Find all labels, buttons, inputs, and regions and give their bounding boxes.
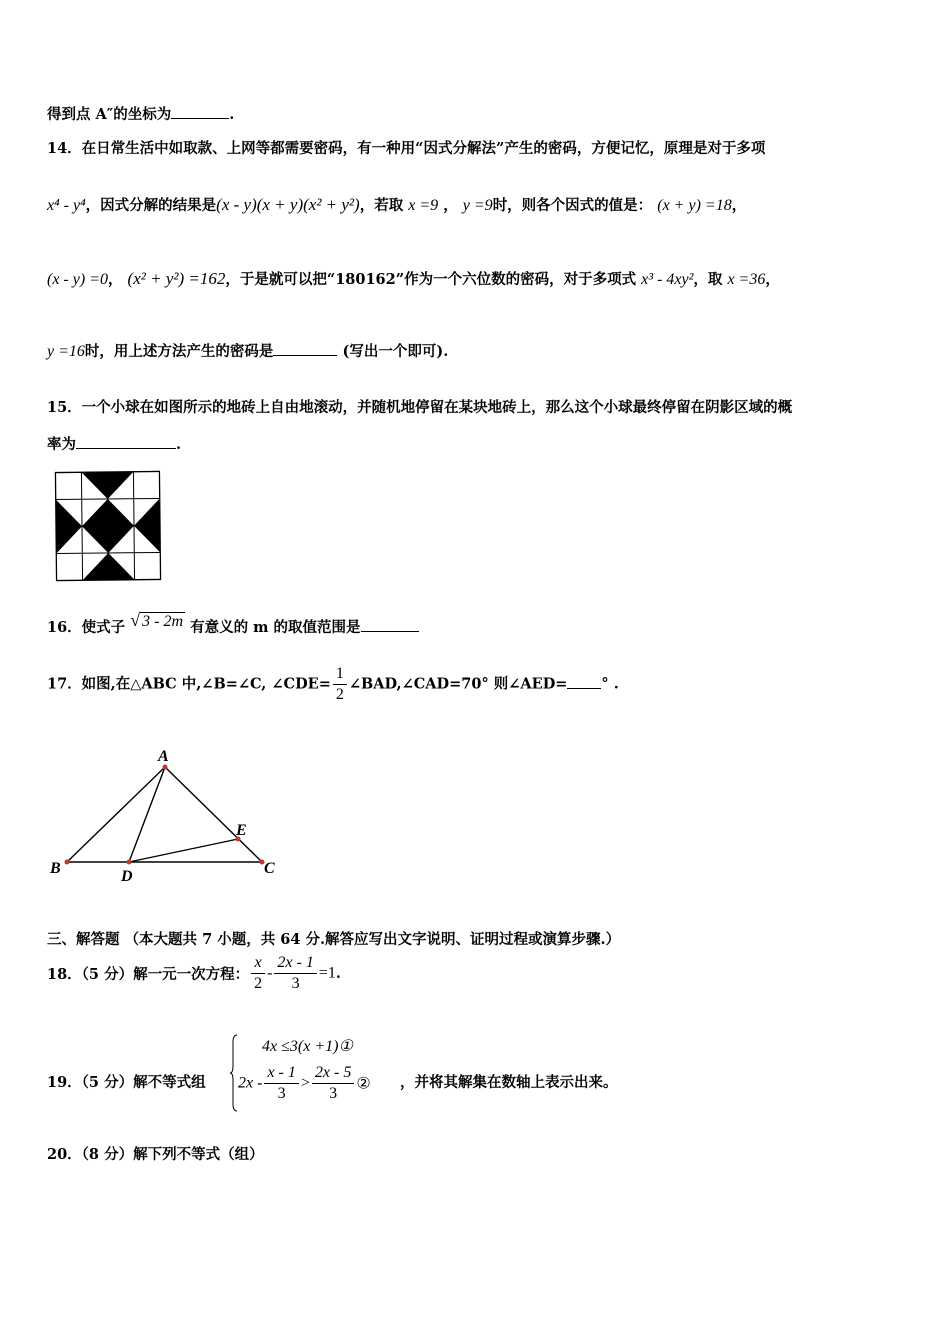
q19-f2-den: 3: [329, 1085, 338, 1102]
q18-f1-num: x: [251, 953, 265, 974]
q15-text: 率为: [47, 436, 76, 453]
q19-frac-1: [264, 1063, 298, 1104]
q16-suffix: 有意义的 m 的取值范围是: [190, 619, 361, 636]
q14-expr-squares: (x² + y²) =162: [127, 269, 226, 288]
q17-fraction: [333, 664, 347, 705]
q18-end: .: [335, 965, 341, 982]
q16-line: [47, 610, 419, 637]
q18-f2-num: 2x - 1: [274, 953, 316, 974]
q19-f2-num: 2x - 5: [312, 1063, 354, 1084]
point-b: [65, 860, 70, 865]
q14-text6: 时，用上述方法产生的密码是: [84, 343, 274, 360]
q17-line: 17．如图,在△ABC 中,∠B=∠C, ∠CDE= $\frac{1}{2}$ ∠BAD,∠CAD=70° 则∠AED= ° .: [47, 665, 619, 703]
tile-figure: [52, 468, 164, 584]
q14-expr-poly: x³ - 4xy²: [641, 271, 694, 288]
q17-suffix: ∠BAD,∠CAD=70° 则∠AED=: [348, 675, 568, 693]
point-d: [127, 860, 132, 865]
sqrt-radicand: 3 - 2m: [142, 613, 184, 630]
q19-row2-a: 2x -: [238, 1074, 263, 1092]
point-a: [163, 765, 168, 770]
sqrt-expression: √ 3 - 2m: [130, 610, 184, 630]
q18-rhs: =1: [318, 964, 336, 982]
q14-expr-diff: (x - y) =0: [47, 271, 108, 288]
q14-expr-sum: (x + y) =18: [657, 197, 732, 214]
label-e: E: [236, 822, 247, 839]
q19-row-2: [238, 1063, 371, 1104]
q17-answer-blank[interactable]: [567, 676, 601, 689]
q14-line3: (x - y) =0， (x² + y²) =162，于是就可以把“180162”作为一个六位数的密码，对于多项式 x³ - 4xy²，取 x =36，: [47, 269, 780, 288]
q15-line2: 率为 .: [47, 436, 182, 453]
triangle-figure: [40, 742, 290, 887]
q14-text4: ，于是就可以把“180162”作为一个六位数的密码，对于多项式: [225, 271, 637, 288]
q14-text3: 时，则各个因式的值是：: [492, 197, 653, 214]
q17-prefix: 17．如图,在△ABC 中,∠B=∠C, ∠CDE=: [47, 675, 331, 693]
q14-expr-x4-y4: x⁴ - y⁴: [47, 197, 86, 214]
q15-answer-blank[interactable]: [76, 436, 176, 449]
q19-f1-den: 3: [277, 1085, 286, 1102]
q19-prefix: 19．（5 分）解不等式组: [47, 1074, 206, 1091]
q14-answer-blank[interactable]: [273, 343, 337, 356]
q15-line1: 15．一个小球在如图所示的地砖上自由地滚动，并随机地停留在某块地砖上，那么这个小球最终停留在阴影区域的概: [47, 399, 793, 416]
q18-frac-2: [274, 953, 316, 994]
q17-degree: °: [601, 675, 609, 693]
label-a: A: [158, 748, 169, 765]
q16-answer-blank[interactable]: [361, 619, 419, 632]
left-brace: [230, 1034, 238, 1112]
q17-frac-den: 2: [335, 686, 344, 703]
q18-minus: -: [267, 964, 273, 982]
q14-line2: x⁴ - y⁴，因式分解的结果是(x - y)(x + y)(x² + y²)，若取 x =9 ， y =9时，则各个因式的值是： (x + y) =18，: [47, 195, 747, 214]
section-3-header: 三、解答题 （本大题共 7 小题，共 64 分.解答应写出文字说明、证明过程或演算步骤.）: [47, 931, 621, 948]
q17-frac-num: 1: [333, 664, 347, 685]
q14-text5: ，取: [693, 271, 723, 288]
q18-frac-1: [251, 953, 265, 994]
q13-text: 得到点 A″的坐标为: [47, 106, 172, 123]
q14-line1: 14．在日常生活中如取款、上网等都需要密码，有一种用“因式分解法”产生的密码，方便记忆，原理是对于多项: [47, 140, 766, 157]
q19-gt: >: [300, 1074, 310, 1092]
q20-line: 20．（8 分）解下列不等式（组）: [47, 1146, 264, 1163]
q14-expr-y16: y =16: [47, 343, 85, 360]
q19-suffix: ，并将其解集在数轴上表示出来。: [400, 1074, 618, 1091]
q19-row-1: 4x ≤3(x +1)①: [262, 1038, 353, 1055]
q13-tail: 得到点 A″的坐标为 .: [47, 106, 235, 123]
q14-expr-x9: x =9: [408, 197, 439, 214]
q14-line4: [47, 340, 448, 361]
q18-f1-den: 2: [254, 975, 263, 992]
q14-expr-y9: y =9: [462, 197, 493, 214]
q18-f2-den: 3: [291, 975, 300, 992]
q14-text1: ，因式分解的结果是: [85, 197, 217, 214]
label-d: D: [121, 868, 133, 885]
q14-expr-factored: (x - y)(x + y)(x² + y²): [216, 195, 360, 214]
q14-text7: (写出一个即可).: [342, 343, 449, 360]
q19-f1-num: x - 1: [264, 1063, 298, 1084]
label-b: B: [50, 860, 61, 877]
q14-expr-x36: x =36: [727, 271, 766, 288]
q14-text2: ，若取: [359, 197, 404, 214]
q16-prefix: 16．使式子: [47, 619, 126, 636]
q19-mark: ②: [356, 1075, 371, 1093]
q18-prefix: 18．（5 分）解一元一次方程：: [47, 966, 250, 983]
q18-line: [47, 953, 341, 994]
q13-answer-blank[interactable]: [171, 106, 229, 119]
label-c: C: [264, 860, 275, 877]
q19-frac-2: [312, 1063, 354, 1104]
